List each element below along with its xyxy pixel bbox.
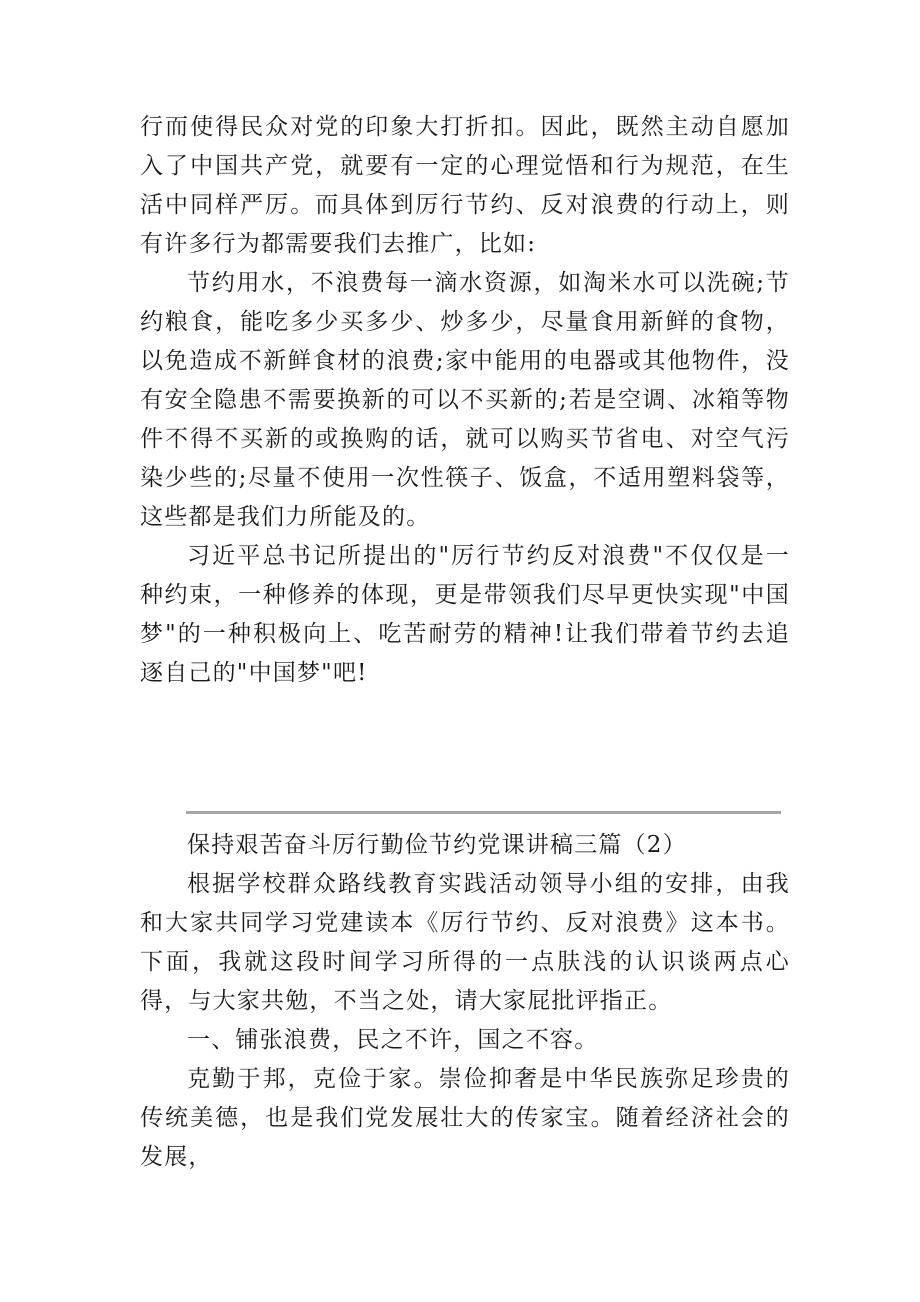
section-divider <box>186 811 781 814</box>
text-block-top <box>140 108 790 693</box>
paragraph-china-dream: 习近平总书记所提出的"厉行节约反对浪费"不仅仅是一种约束，一种修养的体现，更是带领我们尽早更快实现"中国梦"的一种积极向上、吃苦耐劳的精神!让我们带着节约去追逐自己的"中国梦"吧! <box>140 543 790 686</box>
paragraph-tradition: 克勤于邦，克俭于家。崇俭抑奢是中华民族弥足珍贵的传统美德，也是我们党发展壮大的传家宝。随着经济社会的发展， <box>140 1066 790 1170</box>
paragraph-saving-examples: 节约用水，不浪费每一滴水资源，如淘米水可以洗碗;节约粮食，能吃多少买多少、炒多少，尽量食用新鲜的食物，以免造成不新鲜食材的浪费;家中能用的电器或其他物件，没有安全隐患不需要换新的可以不买新的;若是空调、冰箱等物件不得不买新的或换购的话，就可以购买节省电、对空气污染少些的;尽量不使用一次性筷子、饭盒，不适用塑料袋等，这些都是我们力所能及的。 <box>140 270 790 530</box>
section-heading: 保持艰苦奋斗厉行勤俭节约党课讲稿三篇（2） <box>187 832 687 858</box>
paragraph-intro: 根据学校群众路线教育实践活动领导小组的安排，由我和大家共同学习党建读本《厉行节约、反对浪费》这本书。下面，我就这段时间学习所得的一点肤浅的认识谈两点心得，与大家共勉，不当之处，请大家屁批评指正。 <box>140 871 790 1014</box>
paragraph-point-one: 一、铺张浪费，民之不许，国之不容。 <box>187 1027 599 1053</box>
paragraph-continued: 行而使得民众对党的印象大打折扣。因此，既然主动自愿加入了中国共产党，就要有一定的心理觉悟和行为规范，在生活中同样严厉。而具体到厉行节约、反对浪费的行动上，则有许多行为都需要我们去推广，比如: <box>140 114 790 257</box>
text-block-bottom <box>140 826 790 1177</box>
